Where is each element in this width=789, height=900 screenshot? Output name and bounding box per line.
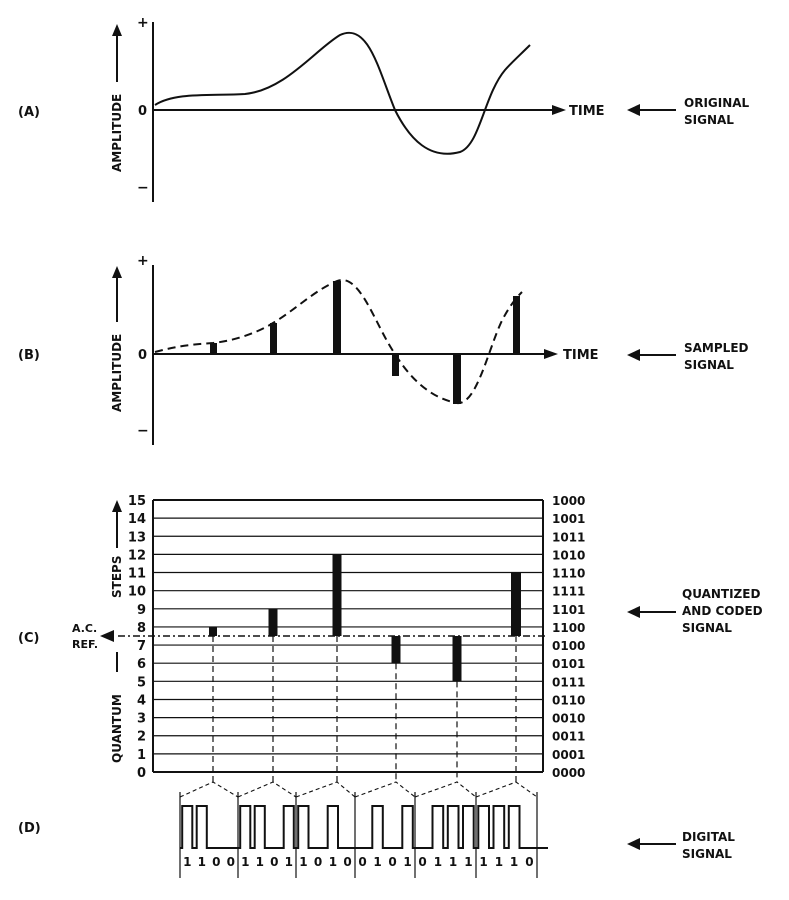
step-label: 14 [127,512,146,528]
code-label: 0001 [552,747,586,762]
word-frame-chevron [476,782,537,797]
ac-ref-label-line2: REF. [72,638,99,651]
bit-label: 1 [197,855,206,869]
bit-label: 0 [418,855,427,869]
panel-a-minus: − [137,180,149,196]
panel-c-ylabel-arrow-icon [112,500,122,512]
panel-a-letter: (A) [18,105,40,120]
panel-a-zero: 0 [138,104,148,119]
code-labels [552,494,585,780]
step-label: 13 [127,530,146,546]
quantized-bar [269,609,278,636]
step-label: 5 [136,675,146,691]
panel-c-ylabel-steps: STEPS [110,555,124,598]
bit-label: 1 [373,855,382,869]
step-label: 10 [127,584,146,600]
quantized-bar [453,636,462,681]
digital-pulse-train [180,806,548,848]
panel-c-ylabel-quantum: QUANTUM [110,694,124,763]
bit-label: 0 [525,855,534,869]
panel-b-xlabel: TIME [563,348,599,363]
panel-a-xlabel: TIME [569,104,605,119]
panel-b-letter: (B) [18,348,40,363]
quantized-bars [209,554,521,681]
bit-label: 1 [284,855,293,869]
original-signal-curve [155,33,530,154]
code-label: 0110 [552,693,586,708]
bit-label: 1 [403,855,412,869]
bit-label: 0 [270,855,279,869]
panel-a-caption-arrow-icon [627,104,640,116]
quantized-bar [392,636,401,663]
panel-c-letter: (C) [18,631,40,646]
bit-label: 0 [388,855,397,869]
ac-ref-label-line1: A.C. [72,622,98,635]
panel-b-plus: + [137,253,149,269]
panel-b-minus: − [137,423,149,439]
panel-a-x-arrow [552,105,566,115]
sample-pulse-3 [333,281,341,354]
code-label: 1001 [552,512,586,527]
bit-label: 1 [183,855,192,869]
quantized-bar [511,573,521,636]
sample-pulse-5 [453,354,461,404]
code-label: 1011 [552,530,586,545]
word-frame-chevron [296,782,355,797]
panel-c-caption-line1: QUANTIZED [682,587,761,601]
quantized-bar [209,627,217,636]
bit-label: 0 [313,855,323,869]
drop-lines [213,636,516,782]
step-label: 2 [136,729,146,745]
step-label: 7 [136,639,146,655]
bit-label: 1 [494,855,504,869]
panel-a-plus: + [137,15,149,31]
panel-d-caption-line2: SIGNAL [682,847,732,861]
step-label: 15 [127,494,146,509]
panel-c-caption-line3: SIGNAL [682,621,732,635]
code-label: 1111 [552,584,586,599]
bit-labels [183,855,533,869]
panel-d-letter: (D) [18,821,41,836]
panel-a-caption-line1: ORIGINAL [684,96,750,110]
panel-c-caption-line2: AND CODED [682,604,763,618]
bit-label: 0 [212,855,221,869]
sample-pulse-2 [270,323,277,354]
sample-pulse-4 [392,354,399,376]
code-label: 0000 [552,766,586,780]
step-label: 9 [136,602,146,618]
bit-label: 1 [255,855,264,869]
code-label: 0100 [552,639,586,654]
step-labels [128,494,146,781]
panel-a-caption-line2: SIGNAL [684,113,734,127]
step-label: 11 [127,566,146,582]
step-label: 3 [136,711,146,727]
word-frame-chevron [355,782,415,797]
code-label: 0010 [552,711,586,726]
code-label: 0111 [552,675,586,690]
panel-d-caption-line1: DIGITAL [682,830,735,844]
bit-label: 1 [328,855,338,869]
panel-b-x-arrow [544,349,558,359]
word-frame-chevron [415,782,476,797]
panel-b [18,253,749,445]
word-frame-chevron [238,782,296,797]
panel-b-caption-line1: SAMPLED [684,341,749,355]
bit-label: 1 [479,855,488,869]
panel-b-caption-arrow-icon [627,349,640,361]
step-label: 1 [136,747,146,763]
panel-c [18,494,763,782]
ac-reference-arrow-icon [100,630,114,642]
code-label: 1100 [552,620,586,635]
panel-b-ylabel-arrow-icon [112,266,122,278]
panel-d-caption-arrow-icon [627,838,640,850]
step-label: 12 [127,548,146,564]
panel-d [18,782,735,878]
bit-label: 1 [448,855,458,869]
bit-label: 1 [464,855,473,869]
code-label: 0011 [552,729,586,744]
code-label: 1101 [552,602,586,617]
sample-pulse-1 [210,343,217,354]
panel-a-ylabel: AMPLITUDE [110,93,124,172]
bit-label: 0 [358,855,367,869]
word-frame-chevron [180,782,238,797]
code-label: 1010 [552,548,586,563]
code-label: 1000 [552,494,586,508]
code-label: 1110 [552,566,586,581]
step-label: 4 [136,693,146,709]
panel-a-ylabel-arrow-icon [112,24,122,36]
bit-label: 1 [433,855,443,869]
bit-label: 1 [509,855,519,869]
quantized-bar [333,554,342,636]
bit-label: 1 [241,855,250,869]
bit-label: 0 [226,855,235,869]
code-label: 0101 [552,657,586,672]
panel-b-caption-line2: SIGNAL [684,358,734,372]
panel-c-caption-arrow-icon [627,606,640,618]
step-label: 8 [136,620,146,636]
panel-b-zero: 0 [138,348,148,363]
panel-a [18,15,750,202]
bit-label: 1 [299,855,308,869]
step-label: 0 [136,766,146,781]
sample-pulse-6 [513,296,520,354]
step-label: 6 [136,657,146,673]
bit-label: 0 [343,855,352,869]
panel-b-ylabel: AMPLITUDE [110,333,124,412]
